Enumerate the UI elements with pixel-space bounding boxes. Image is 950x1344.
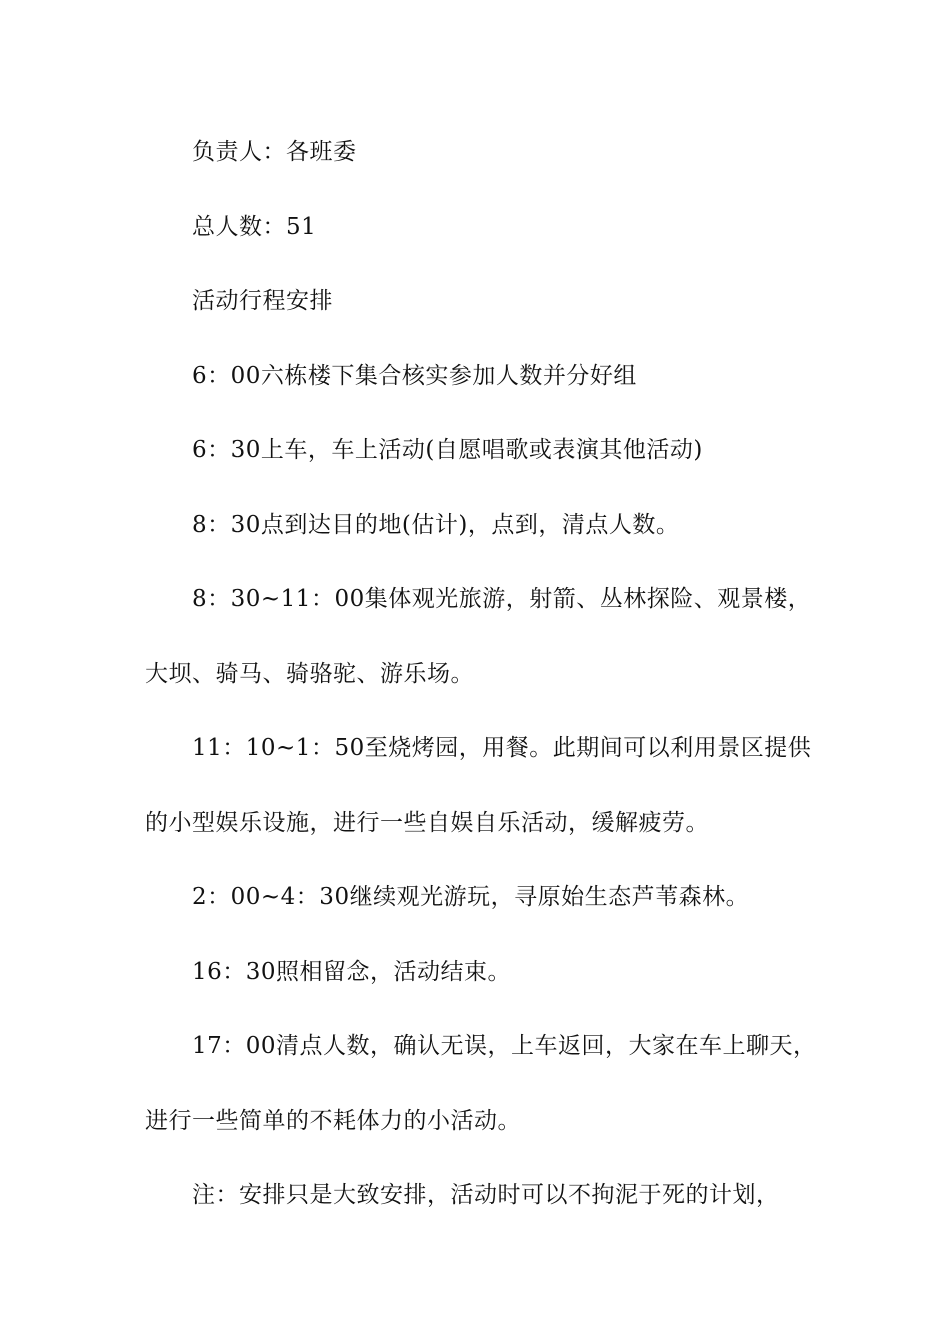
paragraph-schedule-item: 6：00六栋楼下集合核实参加人数并分好组 — [192, 362, 637, 389]
document-body — [145, 115, 825, 1233]
paragraph-note: 注：安排只是大致安排，活动时可以不拘泥于死的计划， — [192, 1182, 780, 1208]
paragraph-schedule-item: 8：30点到达目的地(估计)，点到，清点人数。 — [192, 511, 680, 538]
paragraph-schedule-item: 17：00清点人数，确认无误，上车返回，大家在车上聊天，进行一些简单的不耗体力的小活动。 — [145, 1033, 817, 1134]
paragraph-schedule-heading: 活动行程安排 — [192, 288, 333, 314]
paragraph-schedule-item: 11：10~1：50至烧烤园，用餐。此期间可以利用景区提供的小型娱乐设施，进行一些自娱自乐活动，缓解疲劳。 — [145, 735, 812, 836]
paragraph-schedule-item: 6：30上车，车上活动(自愿唱歌或表演其他活动) — [192, 437, 703, 463]
paragraph-responsible-person: 负责人：各班委 — [192, 139, 357, 165]
paragraph-schedule-item: 8：30~11：00集体观光旅游，射箭、丛林探险、观景楼，大坝、骑马、骑骆驼、游乐场。 — [145, 586, 812, 687]
paragraph-total-people: 总人数：51 — [192, 213, 317, 240]
paragraph-schedule-item: 16：30照相留念，活动结束。 — [192, 958, 512, 985]
paragraph-schedule-item: 2：00~4：30继续观光游玩，寻原始生态芦苇森林。 — [192, 884, 750, 910]
